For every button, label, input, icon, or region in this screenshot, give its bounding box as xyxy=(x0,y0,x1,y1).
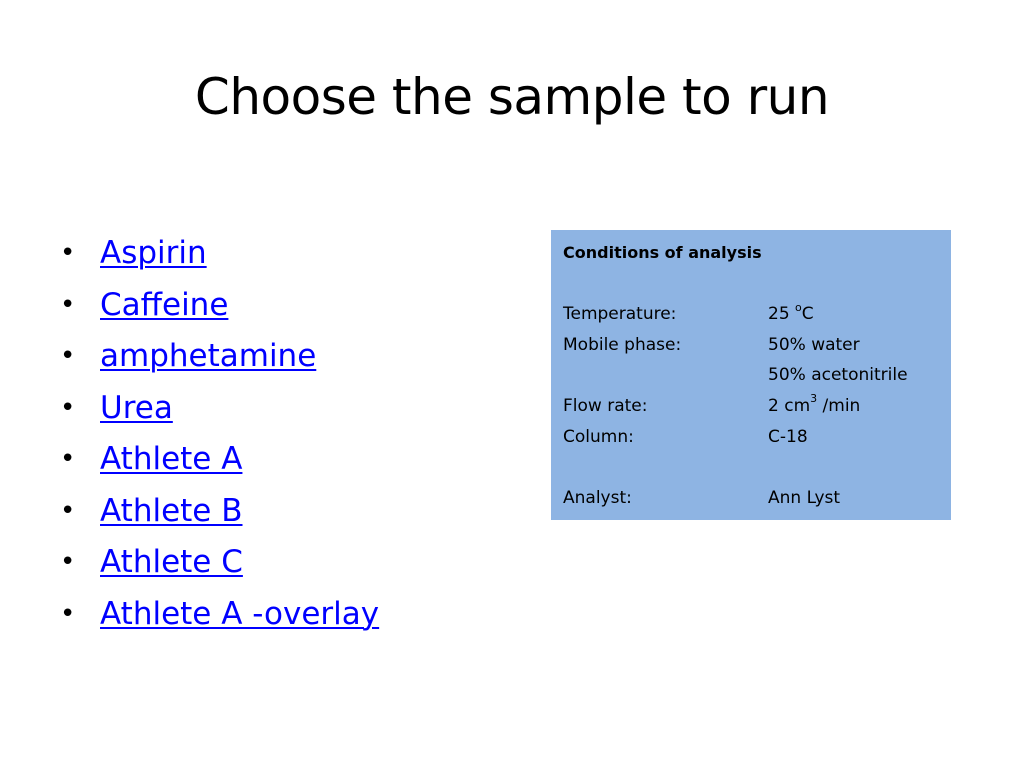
spacer xyxy=(563,269,939,300)
sample-link-athlete-c[interactable]: Athlete C xyxy=(100,544,243,580)
bullet-icon: • xyxy=(60,444,76,474)
column-value: C-18 xyxy=(768,426,808,447)
list-item xyxy=(60,280,379,332)
mobile-phase-row-2 xyxy=(563,360,939,391)
temperature-row xyxy=(563,299,939,330)
conditions-panel xyxy=(551,230,951,520)
slide-title: Choose the sample to run xyxy=(194,68,830,126)
conditions-heading: Conditions of analysis xyxy=(563,243,762,262)
bullet-icon: • xyxy=(60,495,76,526)
empty-label xyxy=(563,360,768,391)
sample-list xyxy=(60,228,379,640)
mobile-phase-label: Mobile phase: xyxy=(563,334,682,355)
column-label: Column: xyxy=(563,426,634,447)
bullet-icon: • xyxy=(60,238,76,268)
sample-link-athlete-b[interactable]: Athlete B xyxy=(100,492,243,529)
mobile-phase-value-1: 50% water xyxy=(768,334,860,355)
list-item xyxy=(60,331,379,383)
sample-link-athlete-a[interactable]: Athlete A xyxy=(100,441,243,477)
bullet-icon: • xyxy=(60,392,76,423)
bullet-icon: • xyxy=(60,289,76,320)
analyst-row xyxy=(563,483,939,514)
list-item xyxy=(60,486,379,538)
temperature-value: 25 $^o$C xyxy=(768,300,814,325)
list-item xyxy=(60,434,379,486)
flow-rate-row xyxy=(563,391,939,422)
list-item xyxy=(60,383,379,435)
sample-link-caffeine[interactable]: Caffeine xyxy=(100,286,229,323)
bullet-icon: • xyxy=(60,341,76,371)
column-row xyxy=(563,422,939,453)
sample-link-amphetamine[interactable]: amphetamine xyxy=(100,338,317,374)
flow-rate-label: Flow rate: xyxy=(563,395,648,416)
mobile-phase-row xyxy=(563,330,939,361)
bullet-icon: • xyxy=(60,547,76,577)
list-item xyxy=(60,228,379,280)
sample-link-aspirin[interactable]: Aspirin xyxy=(100,235,207,271)
temperature-label: Temperature: xyxy=(563,304,677,325)
flow-rate-value: 2 $cm^3$ /min xyxy=(768,392,861,416)
bullet-icon: • xyxy=(60,598,76,629)
mobile-phase-value-2: 50% acetonitrile xyxy=(768,365,908,386)
sample-link-athlete-a-overlay[interactable]: Athlete A -overlay xyxy=(100,595,380,632)
sample-link-urea[interactable]: Urea xyxy=(100,389,173,426)
list-item xyxy=(60,589,379,641)
list-item xyxy=(60,537,379,589)
analyst-label: Analyst: xyxy=(563,487,632,508)
analyst-value: Ann Lyst xyxy=(768,487,841,508)
spacer xyxy=(563,452,939,483)
